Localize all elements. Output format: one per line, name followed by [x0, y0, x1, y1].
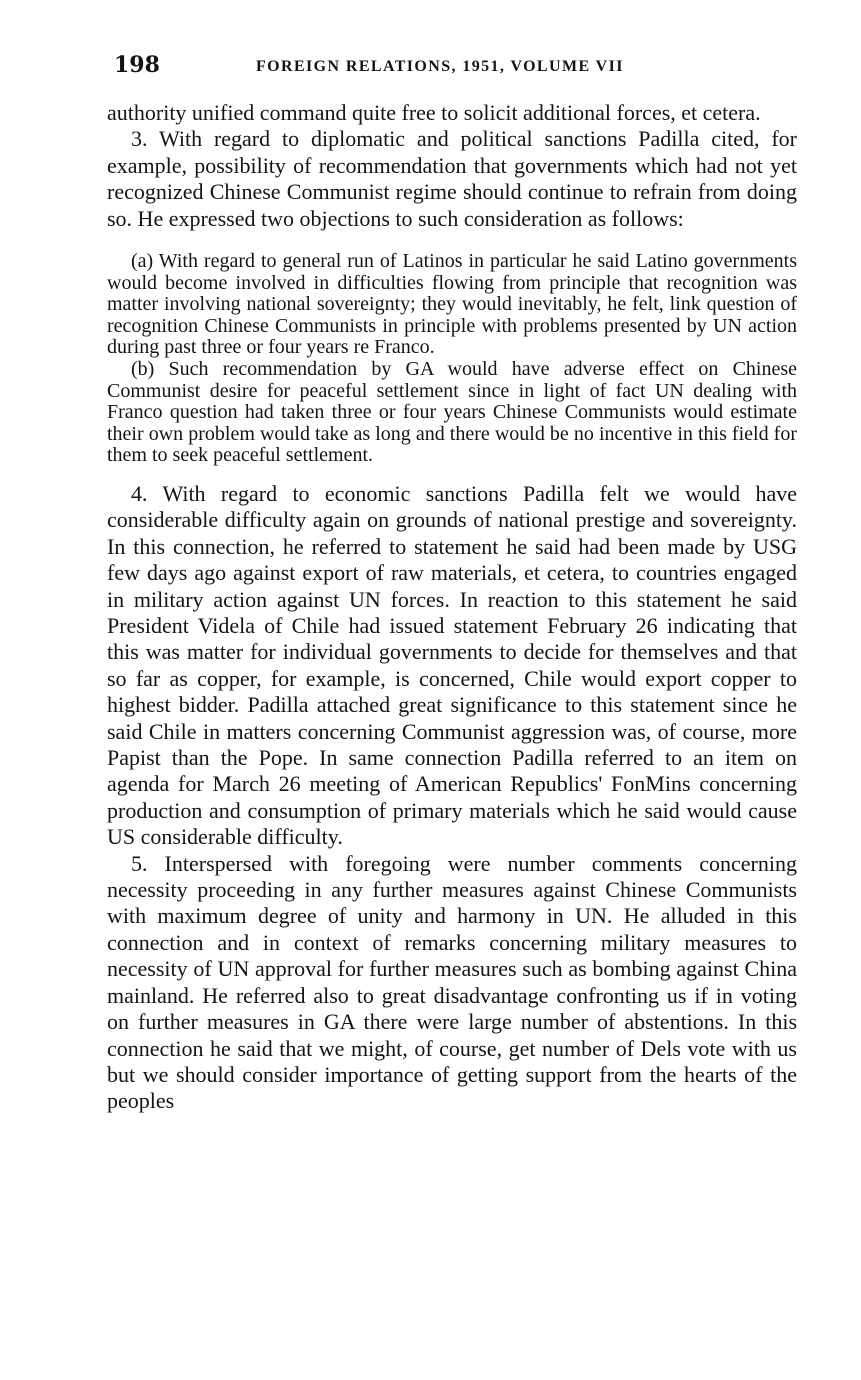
paragraph-5: 5. Interspersed with foregoing were number comments concerning necessity proceeding in any further measures against Chinese Communists with maximum degree of unity and harmony in UN. He alluded in this connection and in context of remarks concerning military measures to necessity of UN approval for further measures such as bombing against China mainland. He referred also to great disadvantage confronting us if in voting on further measures in GA there were large number of abstentions. In this connection he said that we might, of course, get number of Dels vote with us but we should consider importance of getting support from the hearts of the peoples: [107, 850, 797, 1114]
running-title: FOREIGN RELATIONS, 1951, VOLUME VII: [256, 58, 624, 75]
body-text: [107, 100, 797, 1115]
paragraph-3: 3. With regard to diplomatic and political sanctions Padilla cited, for example, possibility of recommendation that governments which had not yet recognized Chinese Communist regime should continue to refrain from doing so. He expressed two objections to such consideration as follows:: [107, 126, 797, 231]
running-head: [112, 52, 802, 84]
subparagraph-b: (b) Such recommendation by GA would have adverse effect on Chinese Communist desire for peaceful settlement since in light of fact UN dealing with Franco question had taken three or four years Chinese Communists would estimate their own problem would take as long and there would be no incentive in this field for them to seek peaceful settlement.: [107, 358, 797, 467]
subparagraph-a: (a) With regard to general run of Latinos in particular he said Latino governments would become involved in difficulties flowing from principle that recognition was matter involving national sovereignty; they would inevitably, he felt, link question of recognition Chinese Communists in principle with problems presented by UN action during past three or four years re Franco.: [107, 250, 797, 359]
indented-subparagraphs: [107, 251, 797, 467]
continuation-paragraph: authority unified command quite free to solicit additional forces, et cetera.: [107, 100, 761, 125]
paragraph-4: 4. With regard to economic sanctions Padilla felt we would have considerable difficulty again on grounds of national prestige and sovereignty. In this connection, he referred to statement he said had been made by USG few days ago against export of raw materials, et cetera, to countries engaged in military action against UN forces. In reaction to this statement he said President Videla of Chile had issued statement February 26 indicating that this was matter for individual governments to decide for themselves and that so far as copper, for example, is concerned, Chile would export copper to highest bidder. Padilla attached great significance to this statement since he said Chile in matters concerning Communist aggression was, of course, more Papist than the Pope. In same connection Padilla referred to an item on agenda for March 26 meeting of American Republics' FonMins concerning production and consumption of primary materials which he said would cause US considerable difficulty.: [107, 480, 797, 850]
page-number: 198: [114, 52, 160, 78]
